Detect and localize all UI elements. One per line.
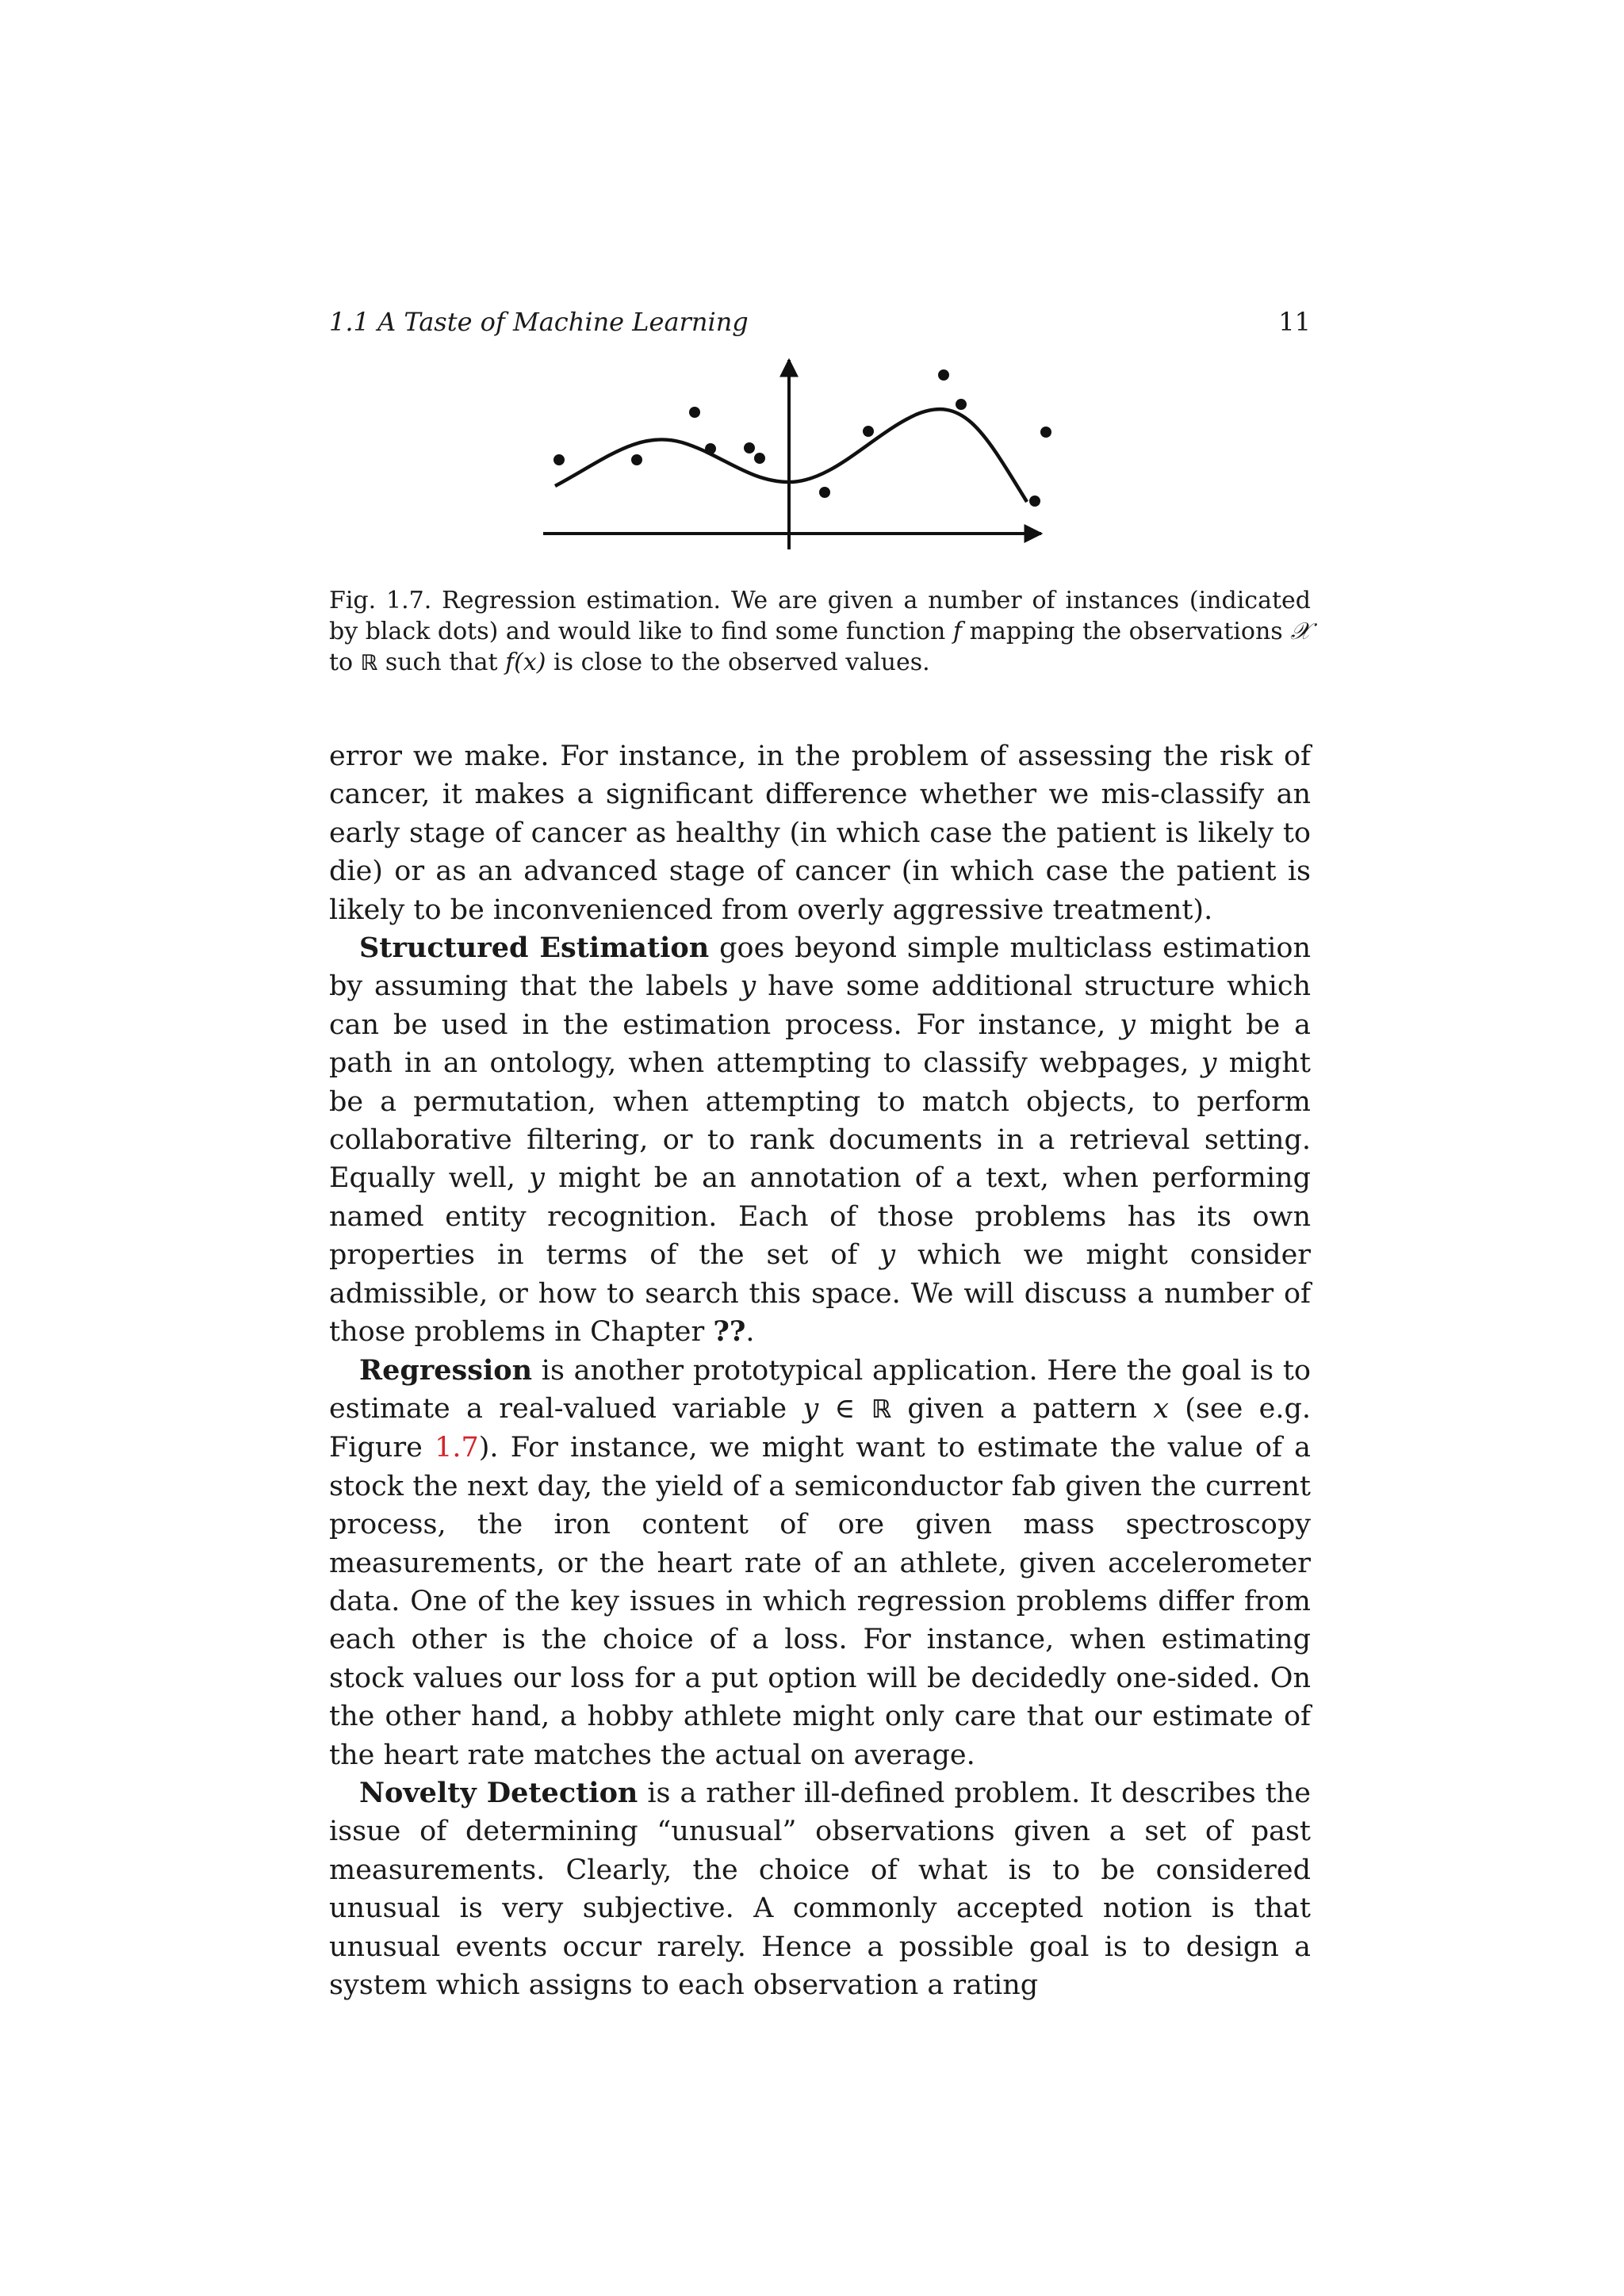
paragraph-heading: Novelty Detection — [359, 1776, 638, 1809]
regression-figure — [519, 355, 1059, 561]
figure-caption: Fig. 1.7. Regression estimation. We are given a number of instances (indicated by black dots) and would like to find some function f mapping the observations 𝒳 to ℝ such that f(x) is close to the observed values. — [329, 587, 1312, 676]
regression-plot — [519, 355, 1059, 561]
data-point — [631, 454, 642, 465]
chapter-reference[interactable]: ?? — [713, 1315, 746, 1349]
data-point — [553, 454, 565, 465]
data-point — [705, 443, 716, 454]
data-point — [1029, 496, 1040, 507]
data-point — [754, 453, 765, 464]
data-point — [689, 407, 700, 418]
data-point — [744, 442, 755, 453]
paragraph: Novelty Detection is a rather ill-defined problem. It describes the issue of determining “unusual” observations given a set of past measurements. Clearly, the choice of what is to be considered unusual is very subjective. A commonly accepted notion is that unusual events occur rarely. Hence a possible goal is to design a system which assigns to each observation a rating — [329, 1776, 1312, 2001]
body-text — [329, 737, 1311, 2004]
data-point — [819, 487, 830, 498]
data-point — [863, 426, 874, 437]
page-number: 11 — [1278, 307, 1311, 337]
data-point — [1040, 427, 1051, 438]
figure-reference-link[interactable]: 1.7 — [435, 1432, 479, 1464]
data-point — [956, 399, 967, 410]
regression-curve — [555, 409, 1027, 502]
paragraph: error we make. For instance, in the problem of assessing the risk of cancer, it makes a significant difference whether we mis-classify an early stage of cancer as healthy (in which case the patient is likely to die) or as an advanced stage of cancer (in which case the patient is likely to be inconvenienced from overly aggressive treatment). — [329, 740, 1311, 926]
running-head — [329, 303, 1311, 341]
data-point — [938, 369, 949, 381]
paragraph-heading: Structured Estimation — [359, 932, 710, 965]
caption-label: Fig. 1.7. — [329, 587, 432, 614]
paragraph: Structured Estimation goes beyond simple multiclass estimation by assuming that the labels y have some additional structure which can be used in the estimation process. For instance, y might be a path in an ontology, when attempting to classify webpages, y might be a permutation, when attempting to match objects, to perform collaborative filtering, or to rank documents in a retrieval setting. Equally well, y might be an annotation of a text, when performing named entity recognition. Each of those problems has its own properties in terms of the set of y which we might consider admissible, or how to search this space. We will discuss a number of those problems in Chapter ??. — [329, 932, 1312, 1349]
section-title: 1.1 A Taste of Machine Learning — [329, 307, 749, 337]
data-points — [553, 369, 1051, 507]
paragraph: Regression is another prototypical application. Here the goal is to estimate a real-valued variable y ∈ ℝ given a pattern x (see e.g. Figure 1.7). For instance, we might want to estimate the value of a stock the next day, the yield of a semiconductor fab given the current process, the iron content of ore given mass spectroscopy measurements, or the heart rate of an athlete, given accelerometer data. One of the key issues in which regression problems differ from each other is the choice of a loss. For instance, when estimating stock values our loss for a put option will be decidedly one-sided. On the other hand, a hobby athlete might only care that our estimate of the heart rate matches the actual on average. — [329, 1353, 1311, 1771]
paragraph-heading: Regression — [359, 1353, 533, 1387]
